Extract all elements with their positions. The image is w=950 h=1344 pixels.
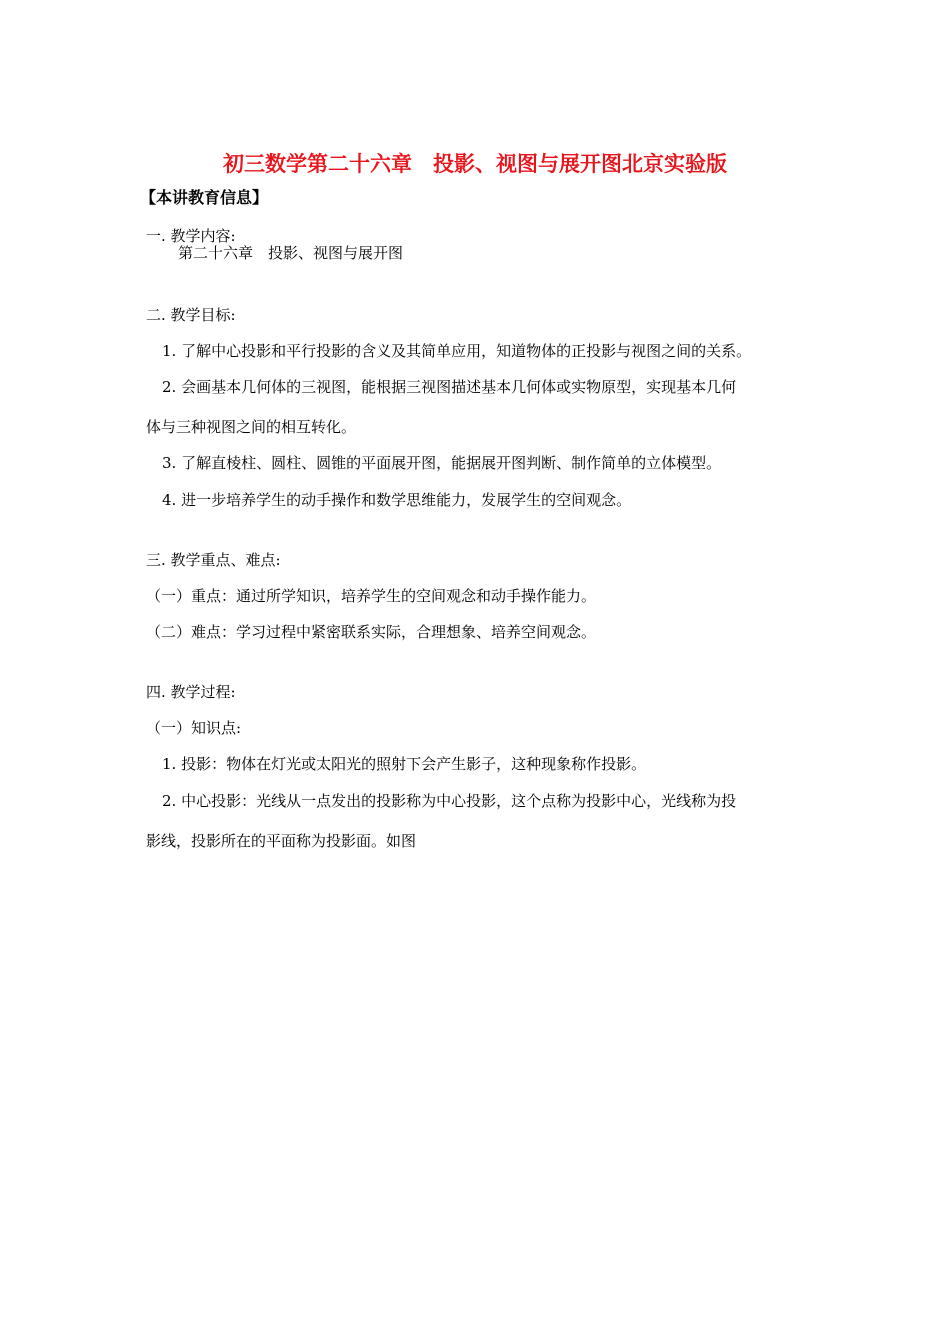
section-4-heading: 四. 教学过程: [146,683,236,701]
difficult-point: （二）难点：学习过程中紧密联系实际，合理想象、培养空间观念。 [146,623,597,641]
info-header: 【本讲教育信息】 [140,188,269,207]
section-3-heading: 三. 教学重点、难点: [146,551,281,569]
knowledge-item-2-continued: 影线，投影所在的平面称为投影面。如图 [146,832,417,850]
section-1-heading: 一. 教学内容: [146,227,236,245]
goal-item-1: 1. 了解中心投影和平行投影的含义及其简单应用，知道物体的正投影与视图之间的关系。 [162,342,752,360]
goal-item-2-continued: 体与三种视图之间的相互转化。 [146,418,357,436]
section-1-content: 第二十六章 投影、视图与展开图 [178,244,404,262]
key-point: （一）重点：通过所学知识，培养学生的空间观念和动手操作能力。 [146,587,597,605]
goal-item-2: 2. 会画基本几何体的三视图，能根据三视图描述基本几何体或实物原型，实现基本几何 [162,378,737,396]
section-4-subheading: （一）知识点: [146,719,242,737]
section-2-heading: 二. 教学目标: [146,306,236,324]
document-title: 初三数学第二十六章 投影、视图与展开图北京实验版 [223,152,727,176]
goal-item-4: 4. 进一步培养学生的动手操作和数学思维能力，发展学生的空间观念。 [162,491,632,509]
knowledge-item-2: 2. 中心投影：光线从一点发出的投影称为中心投影，这个点称为投影中心，光线称为投 [162,792,737,810]
knowledge-item-1: 1. 投影：物体在灯光或太阳光的照射下会产生影子，这种现象称作投影。 [162,755,647,773]
goal-item-3: 3. 了解直棱柱、圆柱、圆锥的平面展开图，能据展开图判断、制作简单的立体模型。 [162,454,722,472]
